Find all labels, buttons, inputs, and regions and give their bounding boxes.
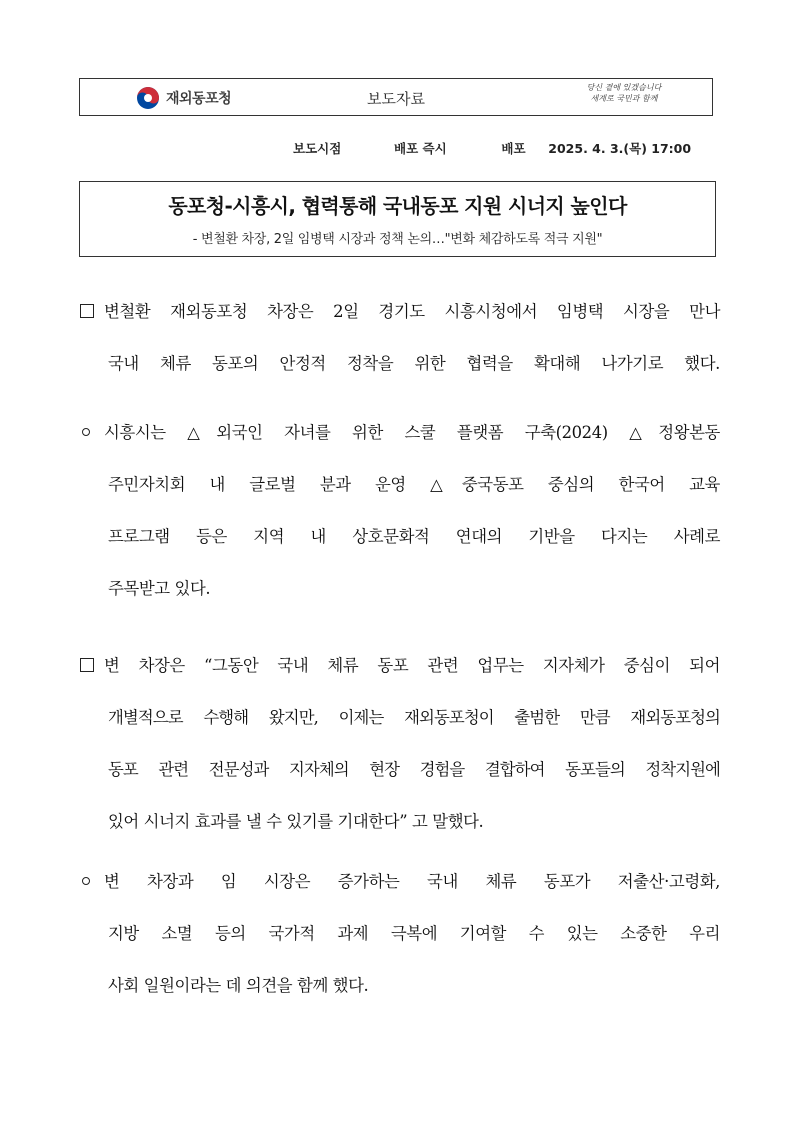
document-type-title: 보도자료 — [367, 90, 425, 108]
paragraph-4-line-1: 변 차장과 임 시장은 증가하는 국내 체류 동포가 저출산·고령화, — [104, 872, 720, 891]
release-info — [293, 139, 691, 157]
paragraph-1-line-1: 변철환 재외동포청 차장은 2일 경기도 시흥시청에서 임병택 시장을 만나 — [104, 302, 720, 321]
circle-bullet-icon — [82, 428, 90, 436]
paragraph-2 — [80, 418, 720, 626]
paragraph-2-line-4: 주목받고 있다. — [108, 579, 211, 598]
release-time-value: 배포 즉시 — [394, 141, 447, 156]
paragraph-3-line-4: 있어 시너지 효과를 낼 수 있기를 기대한다” 고 말했다. — [108, 812, 484, 831]
paragraph-2-line-1: 시흥시는 △외국인 자녀를 위한 스쿨 플랫폼 구축(2024) △정왕본동 — [104, 423, 720, 442]
paragraph-1 — [80, 297, 720, 401]
square-bullet-icon — [80, 658, 94, 672]
paragraph-4-line-3: 사회 일원이라는 데 의견을 함께 했다. — [108, 976, 369, 995]
paragraph-4 — [80, 867, 720, 1023]
distribution-label: 배포 — [501, 141, 526, 156]
paragraph-1-line-2: 국내 체류 동포의 안정적 정착을 위한 협력을 확대해 나가기로 했다. — [108, 354, 720, 373]
paragraph-3-line-3: 동포 관련 전문성과 지자체의 현장 경험을 결합하여 동포들의 정착지원에 — [108, 760, 720, 779]
headline-box — [79, 181, 716, 257]
paragraph-3-line-2: 개별적으로 수행해 왔지만, 이제는 재외동포청이 출범한 만큼 재외동포청의 — [108, 708, 720, 727]
paragraph-2-line-3: 프로그램 등은 지역 내 상호문화적 연대의 기반을 다지는 사례로 — [108, 527, 720, 546]
slogan-line-2: 세계로 국민과 함께 — [590, 94, 658, 103]
headline-title: 동포청-시흥시, 협력통해 국내동포 지원 시너지 높인다 — [168, 194, 627, 218]
headline-subtitle: - 변철환 차장, 2일 임병택 시장과 정책 논의…"변화 체감하도록 적극 지원" — [192, 232, 603, 247]
release-time-label: 보도시점 — [293, 141, 342, 156]
paragraph-3-line-1: 변 차장은 “그동안 국내 체류 동포 관련 업무는 지자체가 중심이 되어 — [104, 656, 720, 675]
circle-bullet-icon — [82, 877, 90, 885]
square-bullet-icon — [80, 304, 94, 318]
slogan — [574, 82, 674, 104]
slogan-line-1: 당신 곁에 있겠습니다 — [586, 83, 662, 92]
distribution-date: 2025. 4. 3.(목) 17:00 — [548, 141, 692, 156]
paragraph-3 — [80, 651, 720, 859]
header-box — [79, 78, 713, 116]
paragraph-2-line-2: 주민자치회 내 글로벌 분과 운영 △중국동포 중심의 한국어 교육 — [108, 475, 720, 494]
paragraph-4-line-2: 지방 소멸 등의 국가적 과제 극복에 기여할 수 있는 소중한 우리 — [108, 924, 720, 943]
logo-text: 재외동포청 — [166, 91, 232, 107]
